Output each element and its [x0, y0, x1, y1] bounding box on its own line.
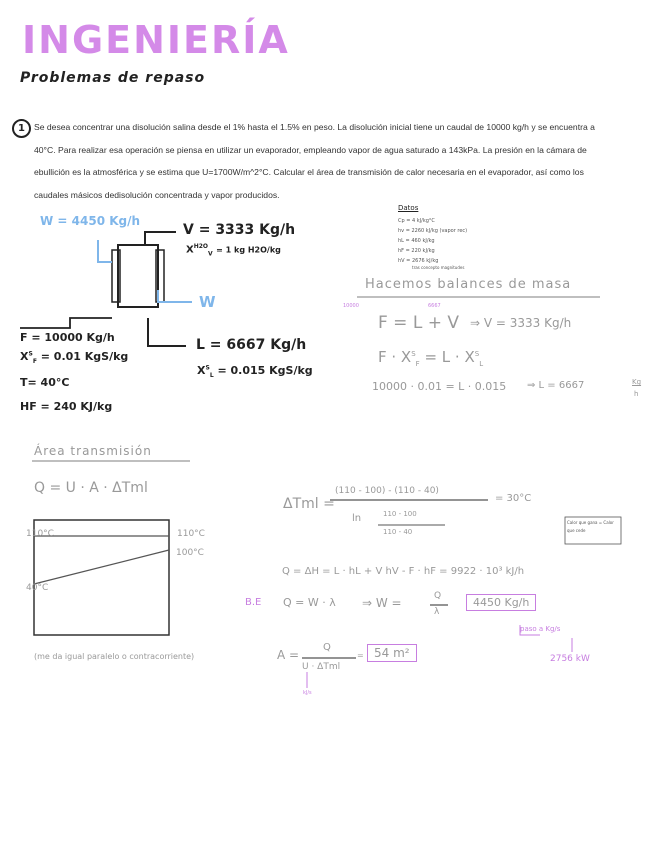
steam-fraction-top: Q	[434, 591, 442, 601]
datos-item: hL = 460 kJ/kg	[398, 238, 435, 244]
feed-inlet-line	[20, 318, 112, 328]
area-fraction-bottom: U · ΔTml	[302, 662, 341, 672]
temp-label: 110°C	[26, 529, 54, 539]
vapor-composition: $X^{H2O}_V = 1$ kg H2O/kg	[186, 243, 281, 258]
datos-note: tras concepto magnitudes	[412, 265, 465, 270]
balance-equation: F = L + V	[378, 313, 459, 333]
area-lhs: A =	[277, 648, 300, 662]
condensate-outlet-line	[158, 290, 192, 302]
enthalpy-equation: Q = ΔH = L · hL + V hV - F · hF = 9922 · 10³ kJ/h	[282, 566, 525, 577]
feed-flow-label: F = 10000 Kg/h	[20, 331, 115, 344]
power-note: 2756 kW	[550, 654, 590, 664]
steam-equation: Q = W · λ	[283, 596, 336, 609]
dtml-fraction-bottom: 110 - 40	[383, 528, 413, 536]
datos-item: hF = 220 kJ/kg	[398, 248, 435, 254]
dtml-result: = 30°C	[495, 493, 532, 504]
side-note: Calor que gana = Calor que cede	[567, 520, 614, 533]
heat-equation: Q = U · A · ΔTml	[34, 480, 148, 496]
graph-note: (me da igual paralelo o contracorriente)	[34, 652, 195, 661]
steam-fraction-bottom: λ	[434, 607, 440, 617]
area-heading: Área transmisión	[34, 444, 152, 458]
liquid-outlet-line	[148, 318, 186, 346]
page-title: INGENIERÍA	[22, 18, 290, 62]
dtml-numerator: (110 - 100) - (110 - 40)	[335, 486, 439, 496]
feed-temperature: T= 40°C	[20, 376, 70, 389]
dtml-fraction-top: 110 - 100	[383, 510, 417, 518]
temp-label: 100°C	[176, 548, 204, 558]
temp-label: 40°C	[26, 583, 49, 593]
steam-inlet-line	[98, 240, 112, 262]
conversion-note: paso a Kg/s	[520, 625, 561, 633]
feed-composition: $X^S_F = 0.01$ KgS/kg	[20, 350, 129, 366]
dtml-ln: ln	[352, 513, 362, 524]
annotation: 10000	[343, 303, 359, 309]
vapor-flow-label: V = 3333 Kg/h	[183, 222, 296, 238]
annotation: 6667	[428, 303, 441, 309]
energy-balance-label: B.E	[245, 597, 262, 608]
datos-item: hv = 2260 kJ/kg (vapor rec)	[398, 228, 468, 234]
unit-annotation: kJ/s	[303, 690, 312, 696]
condensate-label: W	[199, 293, 216, 311]
unit-top: Kg	[632, 378, 642, 386]
temp-label: 110°C	[177, 529, 205, 539]
solute-balance-result: ⇒ L = 6667	[527, 380, 585, 391]
unit-bottom: h	[634, 390, 639, 398]
datos-item: Cp = 4 kJ/kg°C	[398, 218, 435, 224]
problem-statement: Se desea concentrar una disolución salina desde el 1% hasta el 1.5% en peso. La disolución inicial tiene un caudal de 10000 kg/h y se encuentra a 40°C. Para realizar esa operación se piensa en utilizar un evaporador, empleando vapor de agua saturado a 143kPa. La presión en la cámara de ebullición es la atmosférica y se estima que U=1700W/m^2°C. Calcular el área de transmisión de calor necesaria en el evaporador, así como los caudales másicos dedisolución concentrada y vapor producidos.	[34, 122, 595, 200]
balances-heading: Hacemos balances de masa	[365, 277, 572, 292]
area-result: 54 m²	[367, 644, 417, 662]
liquid-composition: $X^S_L = 0.015$ KgS/kg	[197, 364, 313, 380]
dtml-lhs: ΔTml =	[283, 496, 335, 512]
feed-enthalpy: HF = 240 KJ/kg	[20, 400, 113, 413]
liquid-flow-label: L = 6667 Kg/h	[196, 337, 307, 353]
temperature-graph	[34, 520, 169, 635]
datos-item: hV = 2676 kJ/kg	[398, 258, 439, 264]
page-subtitle: Problemas de repaso	[20, 70, 206, 86]
solute-balance: $F \cdot X^S_F = L \cdot X^S_L$	[378, 348, 484, 368]
area-fraction-top: Q	[323, 642, 331, 653]
steam-result: 4450 Kg/h	[466, 594, 536, 611]
steam-arrow: ⇒ W =	[362, 596, 402, 610]
balance-result: ⇒ V = 3333 Kg/h	[470, 316, 572, 330]
vapor-outlet-line	[145, 232, 176, 245]
datos-title: Datos	[398, 204, 419, 212]
evaporator-body	[118, 245, 158, 307]
problem-number: 1	[12, 119, 31, 138]
solute-balance-numeric: 10000 · 0.01 = L · 0.015	[372, 380, 507, 393]
steam-flow-label: W = 4450 Kg/h	[40, 214, 141, 228]
